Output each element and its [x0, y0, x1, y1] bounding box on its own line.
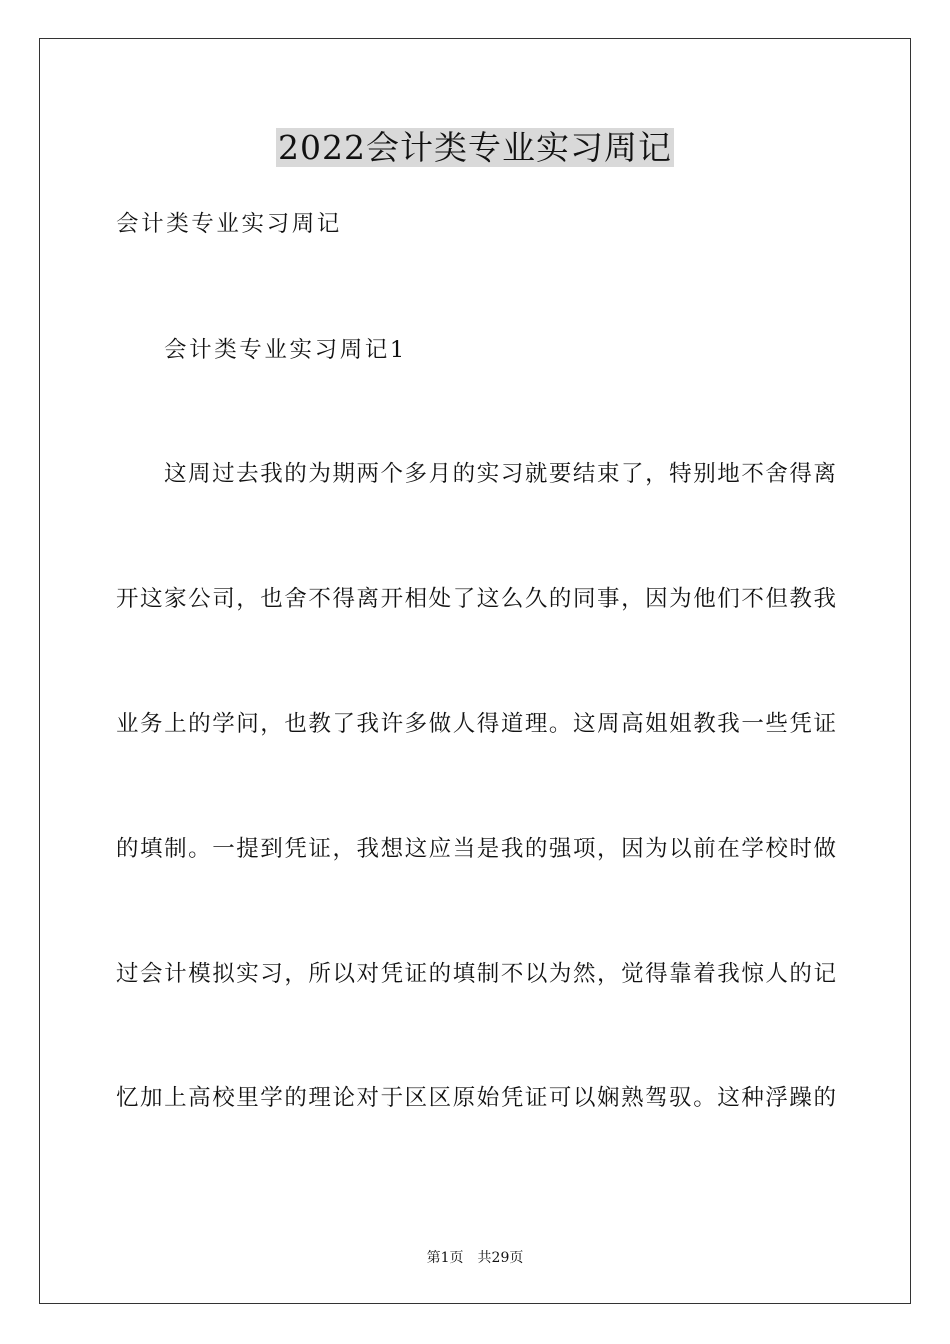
body-line: 开这家公司，也舍不得离开相处了这么久的同事，因为他们不但教我	[116, 586, 836, 612]
document-title	[0, 126, 950, 170]
body-line: 业务上的学问，也教了我许多做人得道理。这周高姐姐教我一些凭证	[116, 711, 836, 737]
section-heading: 会计类专业实习周记1	[164, 337, 407, 363]
body-line: 过会计模拟实习，所以对凭证的填制不以为然，觉得靠着我惊人的记	[116, 961, 836, 987]
body-line: 这周过去我的为期两个多月的实习就要结束了，特别地不舍得离	[164, 461, 836, 487]
document-title-text: 2022会计类专业实习周记	[278, 128, 672, 167]
body-line: 忆加上高校里学的理论对于区区原始凭证可以娴熟驾驭。这种浮躁的	[116, 1085, 836, 1111]
page-total: 共29页	[477, 1250, 524, 1266]
body-line: 的填制。一提到凭证，我想这应当是我的强项，因为以前在学校时做	[116, 836, 836, 862]
page-number: 第1页	[426, 1250, 464, 1266]
document-subtitle: 会计类专业实习周记	[116, 211, 342, 237]
page-footer	[0, 1248, 950, 1268]
